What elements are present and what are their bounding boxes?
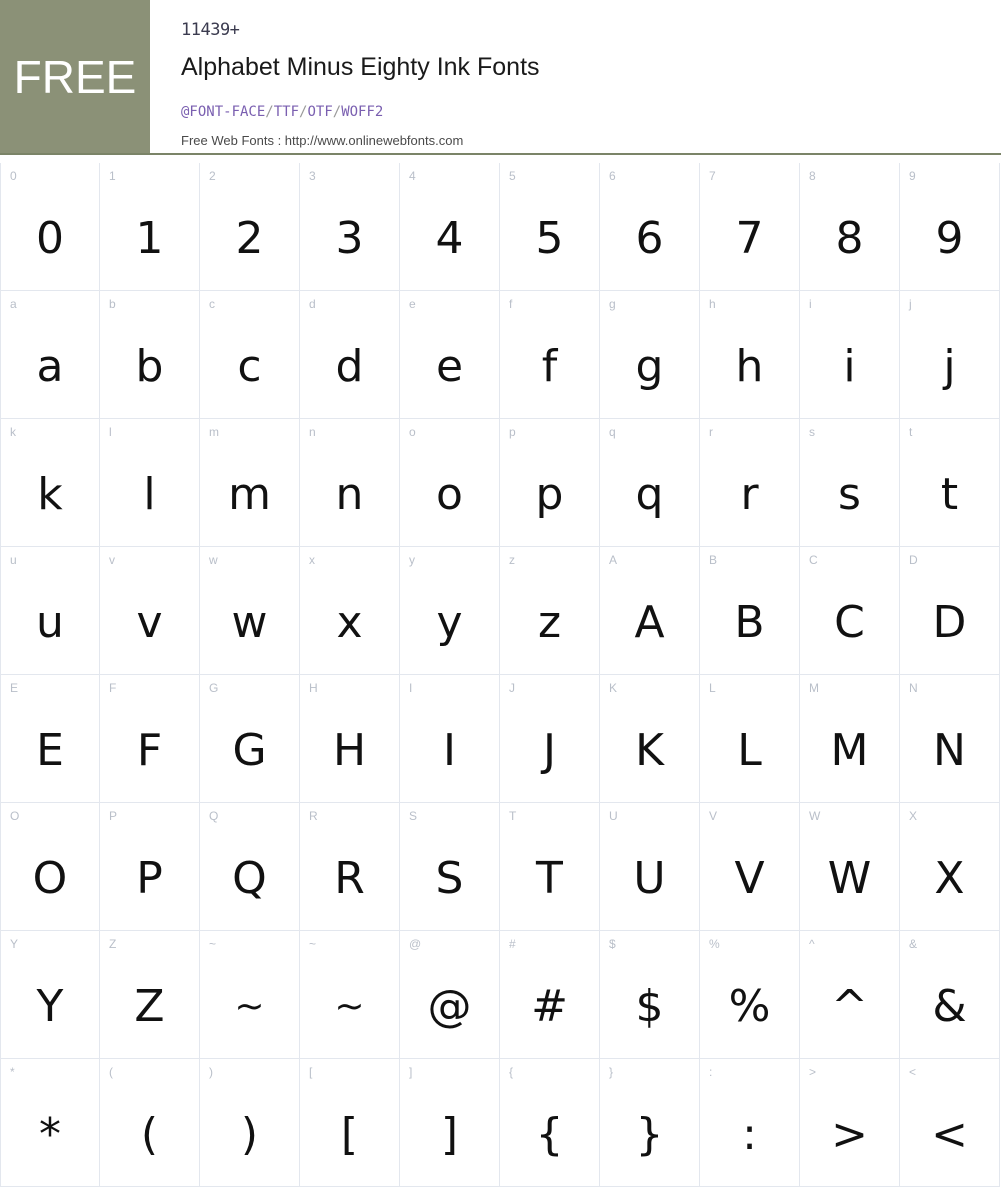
glyph-sample: # — [531, 981, 568, 1032]
glyph-cell[interactable] — [700, 675, 800, 803]
glyph-cell[interactable] — [100, 291, 200, 419]
glyph-sample: ~ — [334, 986, 365, 1027]
glyph-sample: ] — [440, 1109, 459, 1160]
glyph-label: % — [709, 937, 720, 951]
glyph-sample: ( — [140, 1109, 159, 1160]
glyph-sample: C — [834, 597, 865, 648]
glyph-label: S — [409, 809, 418, 823]
glyph-label: o — [409, 425, 416, 439]
glyph-cell[interactable] — [100, 547, 200, 675]
glyph-label: @ — [409, 937, 422, 951]
glyph-cell[interactable] — [0, 675, 100, 803]
glyph-sample: G — [232, 725, 267, 776]
glyph-sample: ^ — [831, 981, 868, 1032]
glyph-sample: x — [336, 597, 363, 648]
glyph-label: h — [709, 297, 716, 311]
glyph-label: ^ — [809, 937, 815, 951]
free-badge: FREE — [0, 0, 150, 153]
glyph-cell[interactable] — [800, 291, 900, 419]
glyph-sample: t — [940, 469, 959, 520]
glyph-label: ~ — [309, 937, 317, 951]
glyph-label: C — [809, 553, 818, 567]
page-header — [0, 0, 1001, 155]
glyph-sample: & — [932, 981, 967, 1032]
glyph-cell[interactable] — [300, 163, 400, 291]
site-credit: Free Web Fonts : http://www.onlinewebfonts.com — [181, 133, 464, 148]
format-link-fontface[interactable]: @FONT-FACE — [181, 104, 266, 120]
glyph-sample: m — [228, 469, 271, 520]
glyph-grid — [0, 163, 1001, 1187]
glyph-cell[interactable] — [300, 803, 400, 931]
glyph-label: # — [509, 937, 516, 951]
glyph-sample: 1 — [135, 213, 164, 264]
glyph-label: v — [109, 553, 115, 567]
glyph-label: k — [10, 425, 16, 439]
glyph-sample: K — [635, 725, 664, 776]
glyph-label: 4 — [409, 169, 416, 183]
glyph-sample: Z — [134, 981, 165, 1032]
glyph-label: ( — [109, 1065, 113, 1079]
glyph-cell[interactable] — [0, 163, 100, 291]
glyph-cell[interactable] — [100, 163, 200, 291]
format-links — [181, 104, 383, 120]
glyph-cell[interactable] — [300, 931, 400, 1059]
glyph-cell[interactable] — [800, 931, 900, 1059]
glyph-label: a — [10, 297, 17, 311]
glyph-sample: V — [734, 853, 765, 904]
glyph-label: 6 — [609, 169, 616, 183]
glyph-sample: T — [536, 853, 563, 904]
glyph-sample: A — [634, 597, 665, 648]
glyph-sample: s — [838, 469, 861, 520]
glyph-cell[interactable] — [200, 163, 300, 291]
glyph-label: & — [909, 937, 918, 951]
glyph-label: x — [309, 553, 315, 567]
glyph-cell[interactable] — [600, 803, 700, 931]
glyph-sample: < — [931, 1109, 968, 1160]
glyph-sample: O — [32, 853, 68, 904]
glyph-label: G — [209, 681, 219, 695]
glyph-cell[interactable] — [800, 163, 900, 291]
glyph-row — [0, 291, 1001, 419]
glyph-cell[interactable] — [200, 547, 300, 675]
glyph-sample: 6 — [635, 213, 664, 264]
glyph-sample: U — [633, 853, 666, 904]
glyph-cell[interactable] — [900, 419, 1000, 547]
glyph-sample: o — [436, 469, 463, 520]
glyph-sample: d — [335, 341, 364, 392]
glyph-cell[interactable] — [200, 1059, 300, 1187]
glyph-cell[interactable] — [0, 419, 100, 547]
glyph-label: $ — [609, 937, 616, 951]
format-link-woff2[interactable]: WOFF2 — [341, 104, 384, 120]
glyph-sample: r — [740, 469, 759, 520]
format-link-ttf[interactable]: TTF — [273, 104, 300, 120]
glyph-cell[interactable] — [300, 291, 400, 419]
glyph-sample: e — [435, 341, 464, 392]
glyph-label: w — [209, 553, 218, 567]
glyph-sample: Y — [36, 981, 64, 1032]
glyph-cell[interactable] — [0, 1059, 100, 1187]
glyph-label: u — [10, 553, 17, 567]
glyph-cell[interactable] — [600, 931, 700, 1059]
glyph-sample: } — [635, 1109, 664, 1160]
glyph-label: z — [509, 553, 515, 567]
glyph-sample: * — [39, 1109, 61, 1160]
glyph-sample: n — [335, 469, 364, 520]
glyph-cell[interactable] — [800, 419, 900, 547]
glyph-cell[interactable] — [200, 419, 300, 547]
glyph-label: l — [109, 425, 112, 439]
glyph-sample: E — [36, 725, 64, 776]
glyph-cell[interactable] — [500, 291, 600, 419]
glyph-sample: f — [541, 341, 558, 392]
glyph-cell[interactable] — [700, 163, 800, 291]
font-counter: 11439+ — [181, 20, 240, 40]
glyph-label: B — [709, 553, 718, 567]
glyph-cell[interactable] — [0, 547, 100, 675]
glyph-label: { — [509, 1065, 514, 1079]
glyph-label: ~ — [209, 937, 217, 951]
glyph-label: U — [609, 809, 618, 823]
glyph-label: J — [509, 681, 515, 695]
glyph-label: 2 — [209, 169, 216, 183]
glyph-cell[interactable] — [200, 675, 300, 803]
glyph-sample: ~ — [234, 986, 265, 1027]
glyph-label: : — [709, 1065, 713, 1079]
glyph-cell[interactable] — [400, 419, 500, 547]
glyph-label: M — [809, 681, 819, 695]
glyph-cell[interactable] — [0, 291, 100, 419]
glyph-label: 3 — [309, 169, 316, 183]
glyph-cell[interactable] — [0, 803, 100, 931]
glyph-cell[interactable] — [900, 803, 1000, 931]
glyph-row — [0, 419, 1001, 547]
glyph-row — [0, 675, 1001, 803]
glyph-sample: L — [737, 725, 762, 776]
glyph-label: D — [909, 553, 918, 567]
glyph-cell[interactable] — [900, 675, 1000, 803]
glyph-cell[interactable] — [600, 547, 700, 675]
glyph-cell[interactable] — [200, 291, 300, 419]
glyph-label: p — [509, 425, 516, 439]
glyph-cell[interactable] — [700, 291, 800, 419]
glyph-label: 8 — [809, 169, 816, 183]
glyph-sample: 7 — [735, 213, 764, 264]
glyph-sample: v — [136, 597, 163, 648]
glyph-sample: N — [933, 725, 966, 776]
glyph-label: 0 — [10, 169, 17, 183]
glyph-label: s — [809, 425, 815, 439]
glyph-sample: { — [535, 1109, 564, 1160]
glyph-sample: j — [943, 341, 956, 392]
glyph-label: Q — [209, 809, 219, 823]
glyph-label: ) — [209, 1065, 213, 1079]
glyph-sample: [ — [340, 1109, 359, 1160]
glyph-label: d — [309, 297, 316, 311]
glyph-cell[interactable] — [900, 931, 1000, 1059]
glyph-sample: w — [231, 597, 268, 648]
glyph-label: y — [409, 553, 415, 567]
glyph-cell[interactable] — [0, 931, 100, 1059]
glyph-sample: p — [535, 469, 564, 520]
glyph-label: e — [409, 297, 416, 311]
glyph-label: I — [409, 681, 413, 695]
glyph-label: ] — [409, 1065, 413, 1079]
glyph-label: b — [109, 297, 116, 311]
glyph-label: 5 — [509, 169, 516, 183]
glyph-cell[interactable] — [100, 675, 200, 803]
glyph-sample: 9 — [935, 213, 964, 264]
glyph-sample: F — [136, 725, 163, 776]
glyph-label: 7 — [709, 169, 716, 183]
glyph-cell[interactable] — [600, 675, 700, 803]
format-separator-2: / — [299, 104, 308, 120]
glyph-cell[interactable] — [300, 1059, 400, 1187]
glyph-cell[interactable] — [400, 547, 500, 675]
glyph-label: N — [909, 681, 918, 695]
glyph-sample: @ — [427, 981, 472, 1032]
glyph-cell[interactable] — [300, 547, 400, 675]
glyph-label: A — [609, 553, 618, 567]
glyph-sample: D — [932, 597, 967, 648]
glyph-sample: z — [537, 597, 562, 648]
glyph-sample: l — [143, 469, 156, 520]
glyph-label: P — [109, 809, 118, 823]
glyph-cell[interactable] — [900, 1059, 1000, 1187]
glyph-cell[interactable] — [400, 1059, 500, 1187]
glyph-label: 1 — [109, 169, 116, 183]
glyph-cell[interactable] — [100, 1059, 200, 1187]
glyph-row — [0, 1059, 1001, 1187]
glyph-sample: q — [635, 469, 664, 520]
glyph-label: f — [509, 297, 513, 311]
glyph-label: r — [709, 425, 713, 439]
glyph-cell[interactable] — [500, 803, 600, 931]
glyph-cell[interactable] — [400, 675, 500, 803]
glyph-label: H — [309, 681, 318, 695]
format-separator-1: / — [265, 104, 274, 120]
glyph-cell[interactable] — [800, 675, 900, 803]
glyph-sample: k — [37, 469, 63, 520]
glyph-cell[interactable] — [600, 419, 700, 547]
glyph-label: V — [709, 809, 718, 823]
header-body — [181, 0, 1001, 153]
glyph-cell[interactable] — [900, 547, 1000, 675]
glyph-label: 9 — [909, 169, 916, 183]
glyph-label: i — [809, 297, 812, 311]
glyph-label: g — [609, 297, 616, 311]
glyph-cell[interactable] — [500, 163, 600, 291]
glyph-sample: H — [332, 725, 367, 776]
glyph-row — [0, 803, 1001, 931]
glyph-sample: 8 — [835, 213, 864, 264]
glyph-cell[interactable] — [100, 803, 200, 931]
glyph-sample: $ — [635, 981, 664, 1032]
glyph-label: q — [609, 425, 616, 439]
glyph-sample: M — [830, 725, 869, 776]
glyph-sample: y — [436, 597, 463, 648]
glyph-cell[interactable] — [600, 291, 700, 419]
glyph-cell[interactable] — [700, 419, 800, 547]
glyph-sample: I — [443, 725, 456, 776]
glyph-cell[interactable] — [300, 419, 400, 547]
glyph-label: O — [10, 809, 20, 823]
glyph-row — [0, 163, 1001, 291]
glyph-cell[interactable] — [400, 163, 500, 291]
glyph-label: X — [909, 809, 918, 823]
glyph-cell[interactable] — [600, 163, 700, 291]
glyph-label: m — [209, 425, 219, 439]
glyph-cell[interactable] — [100, 931, 200, 1059]
glyph-label: E — [10, 681, 19, 695]
glyph-row — [0, 547, 1001, 675]
glyph-sample: i — [843, 341, 856, 392]
glyph-sample: Q — [232, 853, 267, 904]
glyph-sample: 2 — [235, 213, 264, 264]
glyph-cell[interactable] — [700, 803, 800, 931]
header-grid-spacer — [0, 155, 1001, 163]
glyph-cell[interactable] — [800, 803, 900, 931]
glyph-label: F — [109, 681, 117, 695]
glyph-label: n — [309, 425, 316, 439]
glyph-cell[interactable] — [200, 931, 300, 1059]
glyph-cell[interactable] — [700, 547, 800, 675]
glyph-label: W — [809, 809, 821, 823]
glyph-cell[interactable] — [200, 803, 300, 931]
glyph-sample: 5 — [535, 213, 564, 264]
glyph-sample: u — [36, 597, 64, 648]
glyph-label: } — [609, 1065, 614, 1079]
glyph-label: T — [509, 809, 517, 823]
glyph-sample: : — [742, 1109, 757, 1160]
glyph-sample: a — [36, 341, 64, 392]
glyph-cell[interactable] — [700, 1059, 800, 1187]
format-link-otf[interactable]: OTF — [307, 104, 333, 120]
glyph-sample: b — [135, 341, 164, 392]
glyph-cell[interactable] — [100, 419, 200, 547]
glyph-sample: J — [543, 725, 556, 776]
glyph-sample: P — [136, 853, 163, 904]
glyph-cell[interactable] — [800, 547, 900, 675]
format-separator-3: / — [332, 104, 342, 120]
glyph-cell[interactable] — [900, 163, 1000, 291]
glyph-cell[interactable] — [500, 675, 600, 803]
glyph-sample: % — [728, 981, 771, 1032]
glyph-cell[interactable] — [500, 547, 600, 675]
glyph-sample: B — [734, 597, 765, 648]
glyph-label: > — [809, 1065, 817, 1079]
glyph-sample: R — [334, 853, 365, 904]
glyph-sample: 4 — [435, 213, 464, 264]
glyph-label: Y — [10, 937, 19, 951]
glyph-cell[interactable] — [900, 291, 1000, 419]
glyph-sample: 0 — [36, 213, 64, 264]
glyph-label: < — [909, 1065, 917, 1079]
glyph-sample: X — [934, 853, 965, 904]
glyph-sample: 3 — [335, 213, 364, 264]
page-title: Alphabet Minus Eighty Ink Fonts — [181, 53, 540, 81]
glyph-label: * — [10, 1065, 15, 1079]
glyph-sample: h — [735, 341, 764, 392]
glyph-label: t — [909, 425, 913, 439]
glyph-sample: > — [831, 1109, 868, 1160]
glyph-cell[interactable] — [500, 419, 600, 547]
glyph-label: R — [309, 809, 318, 823]
glyph-label: K — [609, 681, 618, 695]
glyph-sample: S — [435, 853, 464, 904]
glyph-label: Z — [109, 937, 117, 951]
glyph-row — [0, 931, 1001, 1059]
glyph-cell[interactable] — [300, 675, 400, 803]
glyph-sample: g — [635, 341, 664, 392]
glyph-cell[interactable] — [600, 1059, 700, 1187]
glyph-label: j — [909, 297, 912, 311]
glyph-cell[interactable] — [800, 1059, 900, 1187]
glyph-cell[interactable] — [700, 931, 800, 1059]
glyph-cell[interactable] — [500, 1059, 600, 1187]
glyph-label: [ — [309, 1065, 313, 1079]
glyph-cell[interactable] — [400, 291, 500, 419]
glyph-cell[interactable] — [500, 931, 600, 1059]
glyph-label: c — [209, 297, 215, 311]
glyph-label: L — [709, 681, 716, 695]
glyph-cell[interactable] — [400, 931, 500, 1059]
glyph-sample: ) — [240, 1109, 259, 1160]
glyph-sample: c — [237, 341, 262, 392]
glyph-sample: W — [827, 853, 872, 904]
glyph-cell[interactable] — [400, 803, 500, 931]
